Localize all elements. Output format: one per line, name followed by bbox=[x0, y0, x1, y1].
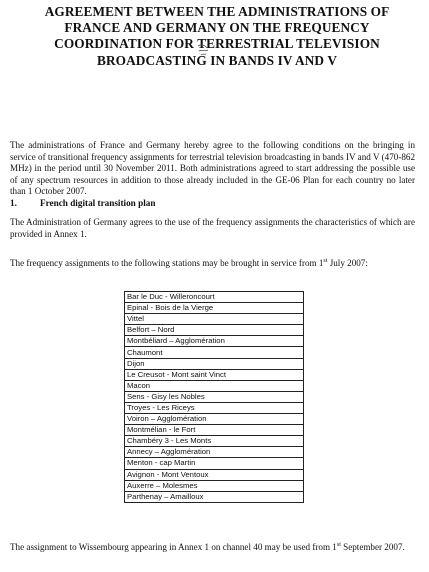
closing-text: The assignment to Wissembourg appearing in Annex 1 on channel 40 may be used from 1 bbox=[10, 542, 337, 552]
table-row bbox=[125, 380, 304, 391]
station-cell: Belfort – Nord bbox=[125, 325, 304, 336]
table-row bbox=[125, 469, 304, 480]
table-row bbox=[125, 391, 304, 402]
section-number: 1. bbox=[10, 198, 17, 208]
station-cell: Annecy – Agglomération bbox=[125, 447, 304, 458]
station-cell: Menton - cap Martin bbox=[125, 458, 304, 469]
station-cell: Dijon bbox=[125, 358, 304, 369]
intro-paragraph: The administrations of France and Germany hereby agree to the following conditions on the bringing in service of transitional frequency assignments for terrestrial television broadcasting in bands IV and V (470-862 MHz) in the period until 30 November 2011. Both administrations agreed to start addressing the possible use of any spectrum resources in addition to those already included in the GE-06 Plan for each country no later than 1 October 2007. bbox=[10, 140, 415, 197]
stations-intro-date: July 2007: bbox=[327, 258, 368, 268]
closing-paragraph bbox=[10, 542, 415, 554]
station-cell: Montmélian - le Fort bbox=[125, 425, 304, 436]
table-row bbox=[125, 314, 304, 325]
table-row bbox=[125, 491, 304, 502]
table-row bbox=[125, 436, 304, 447]
station-cell: Sens - Gisy les Nobles bbox=[125, 391, 304, 402]
station-cell: Auxerre – Molesmes bbox=[125, 480, 304, 491]
table-row bbox=[125, 447, 304, 458]
table-row bbox=[125, 402, 304, 413]
station-cell: Le Creusot - Mont saint Vinct bbox=[125, 369, 304, 380]
table-row bbox=[125, 458, 304, 469]
document-title: AGREEMENT BETWEEN THE ADMINISTRATIONS OF FRANCE AND GERMANY ON THE FREQUENCY COORDINATION FOR TERRESTRIAL TELEVISION BROADCASTING IN BANDS IV AND V bbox=[44, 4, 390, 68]
station-cell: Voiron – Agglomération bbox=[125, 414, 304, 425]
stations-intro-sup: st bbox=[323, 257, 328, 264]
station-cell: Parthenay – Amailloux bbox=[125, 491, 304, 502]
station-cell: Bar le Duc - Willeroncourt bbox=[125, 292, 304, 303]
station-cell: Avignon - Mont Ventoux bbox=[125, 469, 304, 480]
table-row bbox=[125, 369, 304, 380]
stations-intro-text: The frequency assignments to the following stations may be brought in service from 1 bbox=[10, 258, 324, 268]
table-row bbox=[125, 303, 304, 314]
table-row bbox=[125, 336, 304, 347]
stations-intro-paragraph bbox=[10, 258, 415, 270]
station-cell: Troyes - Les Riceys bbox=[125, 402, 304, 413]
station-cell: Epinal - Bois de la Vierge bbox=[125, 303, 304, 314]
station-cell: Vittel bbox=[125, 314, 304, 325]
section-title: French digital transition plan bbox=[40, 198, 156, 208]
station-cell: Chambéry 3 - Les Monts bbox=[125, 436, 304, 447]
section-heading bbox=[10, 198, 155, 209]
closing-sup: st bbox=[336, 541, 341, 548]
station-cell: Macon bbox=[125, 380, 304, 391]
table-row bbox=[125, 347, 304, 358]
station-cell: Chaumont bbox=[125, 347, 304, 358]
closing-date: September 2007. bbox=[340, 542, 405, 552]
table-row bbox=[125, 325, 304, 336]
table-row bbox=[125, 358, 304, 369]
table-row bbox=[125, 292, 304, 303]
section-paragraph: The Administration of Germany agrees to the use of the frequency assignments the characteristics of which are provided in Annex 1. bbox=[10, 217, 415, 239]
table-row bbox=[125, 425, 304, 436]
ink-mark bbox=[196, 43, 210, 57]
stations-table bbox=[124, 291, 304, 503]
table-row bbox=[125, 414, 304, 425]
table-row bbox=[125, 480, 304, 491]
station-cell: Montbéliard – Agglomération bbox=[125, 336, 304, 347]
